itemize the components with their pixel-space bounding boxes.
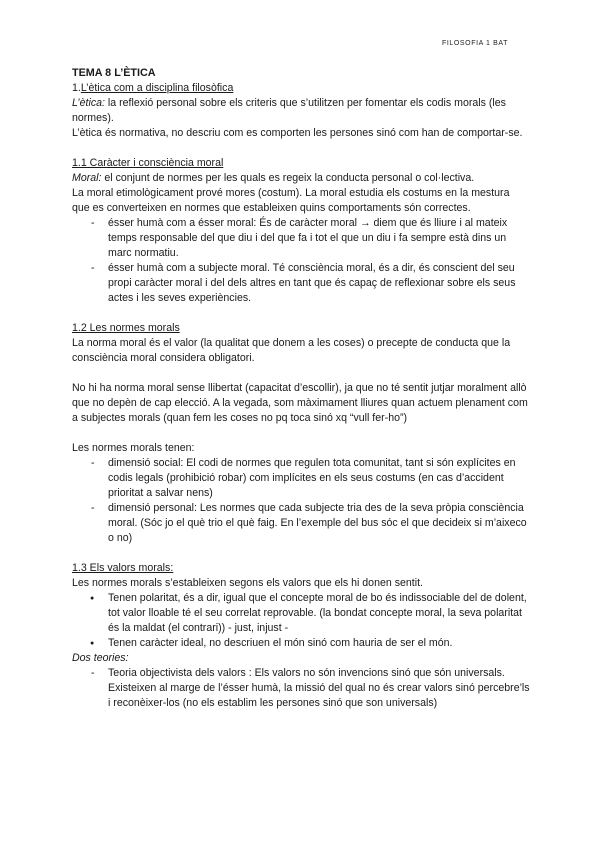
list-item: - ésser humà com a subjecte moral. Té consciència moral, és a dir, és conscient del seu propi caràcter moral i del dels altres en tant que és capaç de reflexionar sobre els seus actes i les seves experiències.: [108, 261, 530, 306]
section-1-1-heading: 1.1 Caràcter i consciència moral: [72, 157, 224, 169]
norms-paragraph-2: No hi ha norma moral sense llibertat (capacitat d’escollir), ja que no té sentit jutjar moralment allò que no depèn de cap elecció. A la vegada, som màximament lliures quan actuem plenament com a subjectes morals (quan fem les coses no pq toca sinó xq “vull fer-ho”): [72, 382, 528, 424]
section-1-heading: [72, 81, 530, 96]
list-item: ● Tenen caràcter ideal, no descriuen el món sinó com hauria de ser el món.: [108, 636, 530, 651]
theories-label: Dos teories:: [72, 652, 129, 664]
moral-definition: [72, 171, 530, 186]
document-body: [72, 66, 530, 711]
section-1-title: L’ètica com a disciplina filosòfica: [80, 82, 234, 94]
page-title: TEMA 8 L’ÈTICA: [72, 67, 156, 79]
moral-list: [72, 216, 530, 306]
list-item: - dimensió social: El codi de normes que regulen tota comunitat, tant si són explícites en codis legals (prohibició robar) com implícites en els seus costums (en cas d’accident prioritat a salvar nens): [108, 456, 530, 501]
list-item: - ésser humà com a ésser moral: És de caràcter moral → diem que és lliure i al mateix temps responsable del que diu i del que fa i tot el que un diu i fa sempre està dins un marc normatiu.: [108, 216, 530, 261]
page-header: FILOSOFIA 1 BAT: [441, 40, 508, 47]
moral-paragraph: La moral etimològicament prové mores (costum). La moral estudia els costums en la mestura que es converteixen en normes que estableixen quins comportaments són correctes.: [72, 187, 510, 214]
list-item: - dimensió personal: Les normes que cada subjecte tria des de la seva pròpia consciència moral. (Sóc jo el què trio el què faig. En l’exemple del bus sóc el que decideix si m’aixeco o no): [108, 501, 530, 546]
section-1-2-heading: 1.2 Les normes morals: [72, 322, 180, 334]
section-1-number: 1.: [72, 82, 81, 94]
section-1-3-heading: 1.3 Els valors morals:: [72, 562, 174, 574]
norms-list: [72, 456, 530, 546]
moral-definition-text: el conjunt de normes per les quals es regeix la conducta personal o col·lectiva.: [101, 172, 475, 184]
moral-term: Moral:: [72, 172, 102, 184]
theories-list: [72, 666, 530, 711]
values-paragraph: Les normes morals s’estableixen segons els valors que els hi donen sentit.: [72, 577, 423, 589]
ethics-definition-text: la reflexió personal sobre els criteris que s’utilitzen per fomentar els codis morals (les normes).: [72, 97, 506, 124]
list-item: ● Tenen polaritat, és a dir, igual que el concepte moral de bo és indissociable del de dolent, tot valor lloable té el seu correlat reprovable. (la bondat concepte moral, la seva polaritat és la maldat (el contrari)) - just, injust -: [108, 591, 530, 636]
ethics-paragraph: L’ètica és normativa, no descriu com es comporten les persones sinó com han de comportar-se.: [72, 127, 523, 139]
norms-paragraph-3: Les normes morals tenen:: [72, 442, 195, 454]
ethics-definition: [72, 96, 530, 126]
norms-paragraph-1: La norma moral és el valor (la qualitat que donem a les coses) o precepte de conducta que la consciència moral considera obligatori.: [72, 337, 511, 364]
list-item: - Teoria objectivista dels valors : Els valors no són invencions sinó que són universals. Existeixen al marge de l’ésser humà, la missió del qual no és crear valors sinó percebre’ls i reconèixer-los (no els establim les persones sinó que son universals): [108, 666, 530, 711]
ethics-term: L’ètica:: [72, 97, 105, 109]
values-bullet-list: [72, 591, 530, 651]
